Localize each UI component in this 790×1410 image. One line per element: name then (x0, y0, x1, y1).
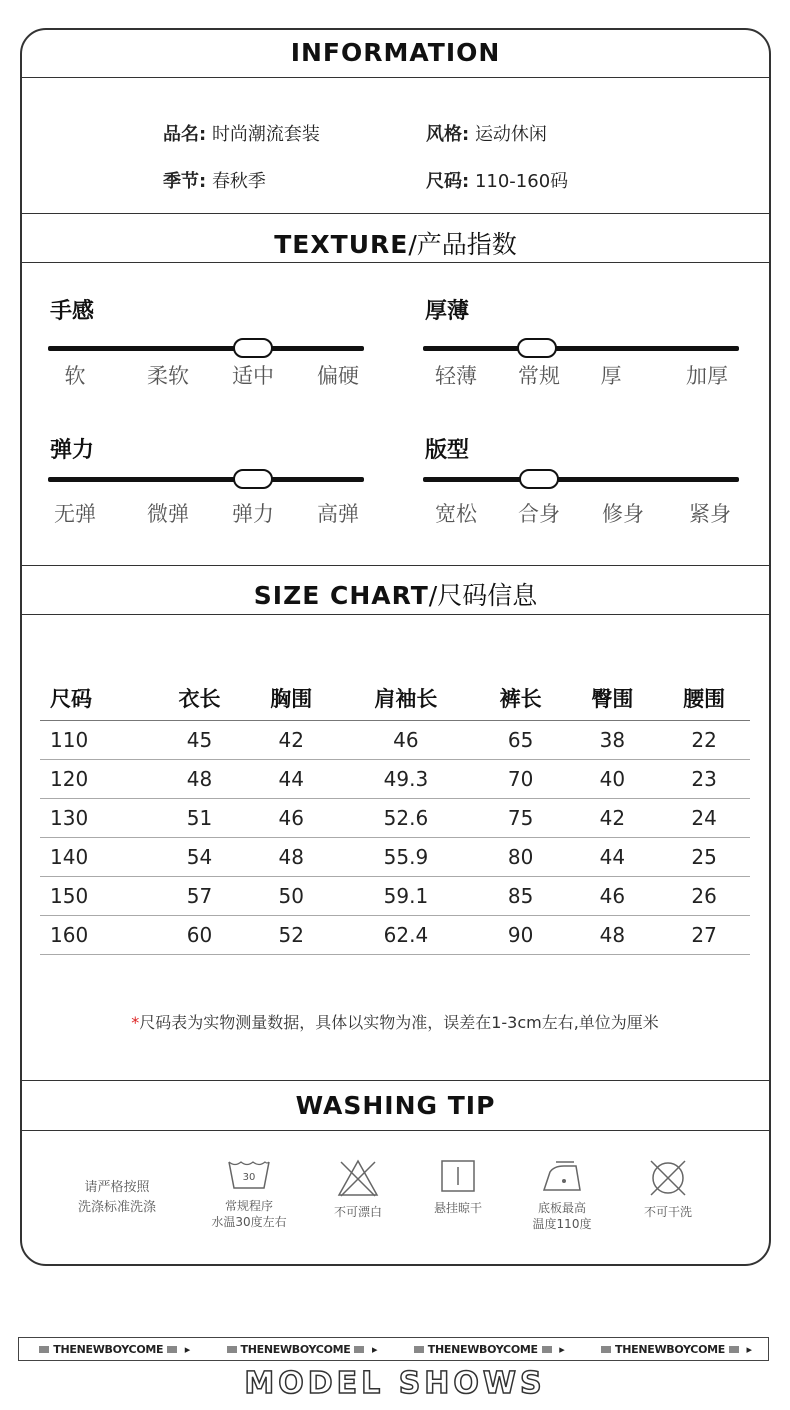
table-cell: 23 (658, 760, 750, 799)
hang-dry-icon (438, 1158, 478, 1194)
divider (22, 1080, 769, 1081)
table-cell: 110 (40, 721, 154, 760)
table-cell: 52.6 (337, 799, 475, 838)
table-cell: 85 (475, 877, 567, 916)
iron-icon (540, 1158, 584, 1194)
slider-track (423, 477, 739, 482)
table-cell: 60 (154, 916, 246, 955)
divider (22, 1130, 769, 1131)
info-item-size: 尺码: 110-160码 (426, 171, 569, 192)
table-cell: 50 (245, 877, 337, 916)
table-cell: 150 (40, 877, 154, 916)
tick-label: 合身 (518, 502, 560, 526)
slider-track (423, 346, 739, 351)
table-cell: 75 (475, 799, 567, 838)
table-cell: 55.9 (337, 838, 475, 877)
tick-label: 高弹 (317, 502, 359, 526)
table-cell: 130 (40, 799, 154, 838)
wash-tub-30-icon (227, 1158, 271, 1192)
table-cell: 46 (566, 877, 658, 916)
model-shows-title: MODEL SHOWS (244, 1366, 546, 1401)
table-cell: 120 (40, 760, 154, 799)
texture-name-fit: 版型 (425, 438, 470, 463)
slider-knob (233, 469, 273, 489)
table-cell: 65 (475, 721, 567, 760)
table-cell: 48 (245, 838, 337, 877)
tick-label: 修身 (602, 502, 644, 526)
column-header: 腰围 (658, 676, 750, 721)
info-item-style: 风格: 运动休闲 (426, 124, 547, 145)
divider (22, 77, 769, 78)
brand-banner (18, 1337, 769, 1361)
table-row (40, 760, 750, 799)
table-cell: 70 (475, 760, 567, 799)
tick-label: 微弹 (147, 502, 189, 526)
table-cell: 42 (245, 721, 337, 760)
info-card (20, 28, 771, 1266)
table-cell: 59.1 (337, 877, 475, 916)
tick-label: 加厚 (686, 364, 728, 388)
column-header: 臀围 (566, 676, 658, 721)
divider (22, 262, 769, 263)
divider (22, 565, 769, 566)
washing-title: WASHING TIP (295, 1091, 496, 1120)
table-row (40, 877, 750, 916)
table-cell: 22 (658, 721, 750, 760)
no-bleach-icon (336, 1158, 380, 1198)
column-header: 胸围 (245, 676, 337, 721)
column-header: 肩袖长 (337, 676, 475, 721)
tick-label: 软 (64, 364, 86, 388)
table-cell: 40 (566, 760, 658, 799)
tick-label: 常规 (518, 364, 560, 388)
tick-label: 偏硬 (317, 364, 359, 388)
texture-name-thickness: 厚薄 (425, 299, 470, 324)
wash-intro: 请严格按照 洗涤标准洗涤 (77, 1180, 156, 1215)
size-note: *尺码表为实物测量数据，具体以实物为准，误差在1-3cm左右,单位为厘米 (131, 1013, 659, 1032)
table-cell: 24 (658, 799, 750, 838)
no-dry-clean-icon (648, 1158, 688, 1198)
table-cell: 46 (337, 721, 475, 760)
column-header: 尺码 (40, 676, 154, 721)
banner-segment: THENEWBOYCOME ▸ (19, 1343, 206, 1356)
table-cell: 160 (40, 916, 154, 955)
banner-segment: THENEWBOYCOME ▸ (206, 1343, 393, 1356)
table-row (40, 916, 750, 955)
banner-segment: THENEWBOYCOME ▸ (394, 1343, 581, 1356)
table-cell: 57 (154, 877, 246, 916)
info-item-season: 季节: 春秋季 (163, 171, 266, 192)
slider-track (48, 346, 364, 351)
wash-item-dryclean: 不可干洗 (608, 1158, 728, 1220)
slider-knob (517, 338, 557, 358)
tick-label: 适中 (232, 364, 274, 388)
table-header-row (40, 676, 750, 721)
table-cell: 62.4 (337, 916, 475, 955)
divider (22, 213, 769, 214)
table-cell: 49.3 (337, 760, 475, 799)
information-title: INFORMATION (290, 38, 501, 67)
table-cell: 140 (40, 838, 154, 877)
slider-knob (233, 338, 273, 358)
table-cell: 44 (245, 760, 337, 799)
wash-item-dry: 悬挂晾干 (398, 1158, 518, 1216)
tick-label: 轻薄 (435, 364, 477, 388)
tick-label: 无弹 (54, 502, 96, 526)
info-item-name: 品名: 时尚潮流套装 (163, 124, 320, 145)
svg-text:30: 30 (242, 1172, 256, 1183)
wash-item-bleach: 不可漂白 (298, 1158, 418, 1220)
texture-name-elasticity: 弹力 (50, 438, 95, 463)
table-cell: 45 (154, 721, 246, 760)
tick-label: 弹力 (232, 502, 274, 526)
texture-name-hand-feel: 手感 (50, 299, 95, 324)
texture-title: TEXTURE/产品指数 (274, 230, 517, 259)
size-table (40, 676, 750, 955)
table-cell: 51 (154, 799, 246, 838)
table-cell: 25 (658, 838, 750, 877)
column-header: 裤长 (475, 676, 567, 721)
table-cell: 52 (245, 916, 337, 955)
divider (22, 614, 769, 615)
table-cell: 48 (154, 760, 246, 799)
table-cell: 27 (658, 916, 750, 955)
size-chart-title: SIZE CHART/尺码信息 (253, 581, 538, 610)
tick-label: 紧身 (689, 502, 731, 526)
slider-track (48, 477, 364, 482)
banner-segment: THENEWBOYCOME ▸ (581, 1343, 768, 1356)
table-cell: 90 (475, 916, 567, 955)
column-header: 衣长 (154, 676, 246, 721)
table-cell: 26 (658, 877, 750, 916)
table-cell: 54 (154, 838, 246, 877)
tick-label: 柔软 (147, 364, 189, 388)
tick-label: 厚 (600, 364, 622, 388)
table-cell: 80 (475, 838, 567, 877)
table-row (40, 721, 750, 760)
tick-label: 宽松 (435, 502, 477, 526)
table-row (40, 838, 750, 877)
table-row (40, 799, 750, 838)
table-cell: 46 (245, 799, 337, 838)
slider-knob (519, 469, 559, 489)
table-cell: 48 (566, 916, 658, 955)
wash-item-iron: 底板最高 温度110度 (502, 1158, 622, 1232)
table-cell: 44 (566, 838, 658, 877)
table-cell: 38 (566, 721, 658, 760)
wash-item-wash: 30 常规程序 水温30度左右 (189, 1158, 309, 1230)
table-cell: 42 (566, 799, 658, 838)
